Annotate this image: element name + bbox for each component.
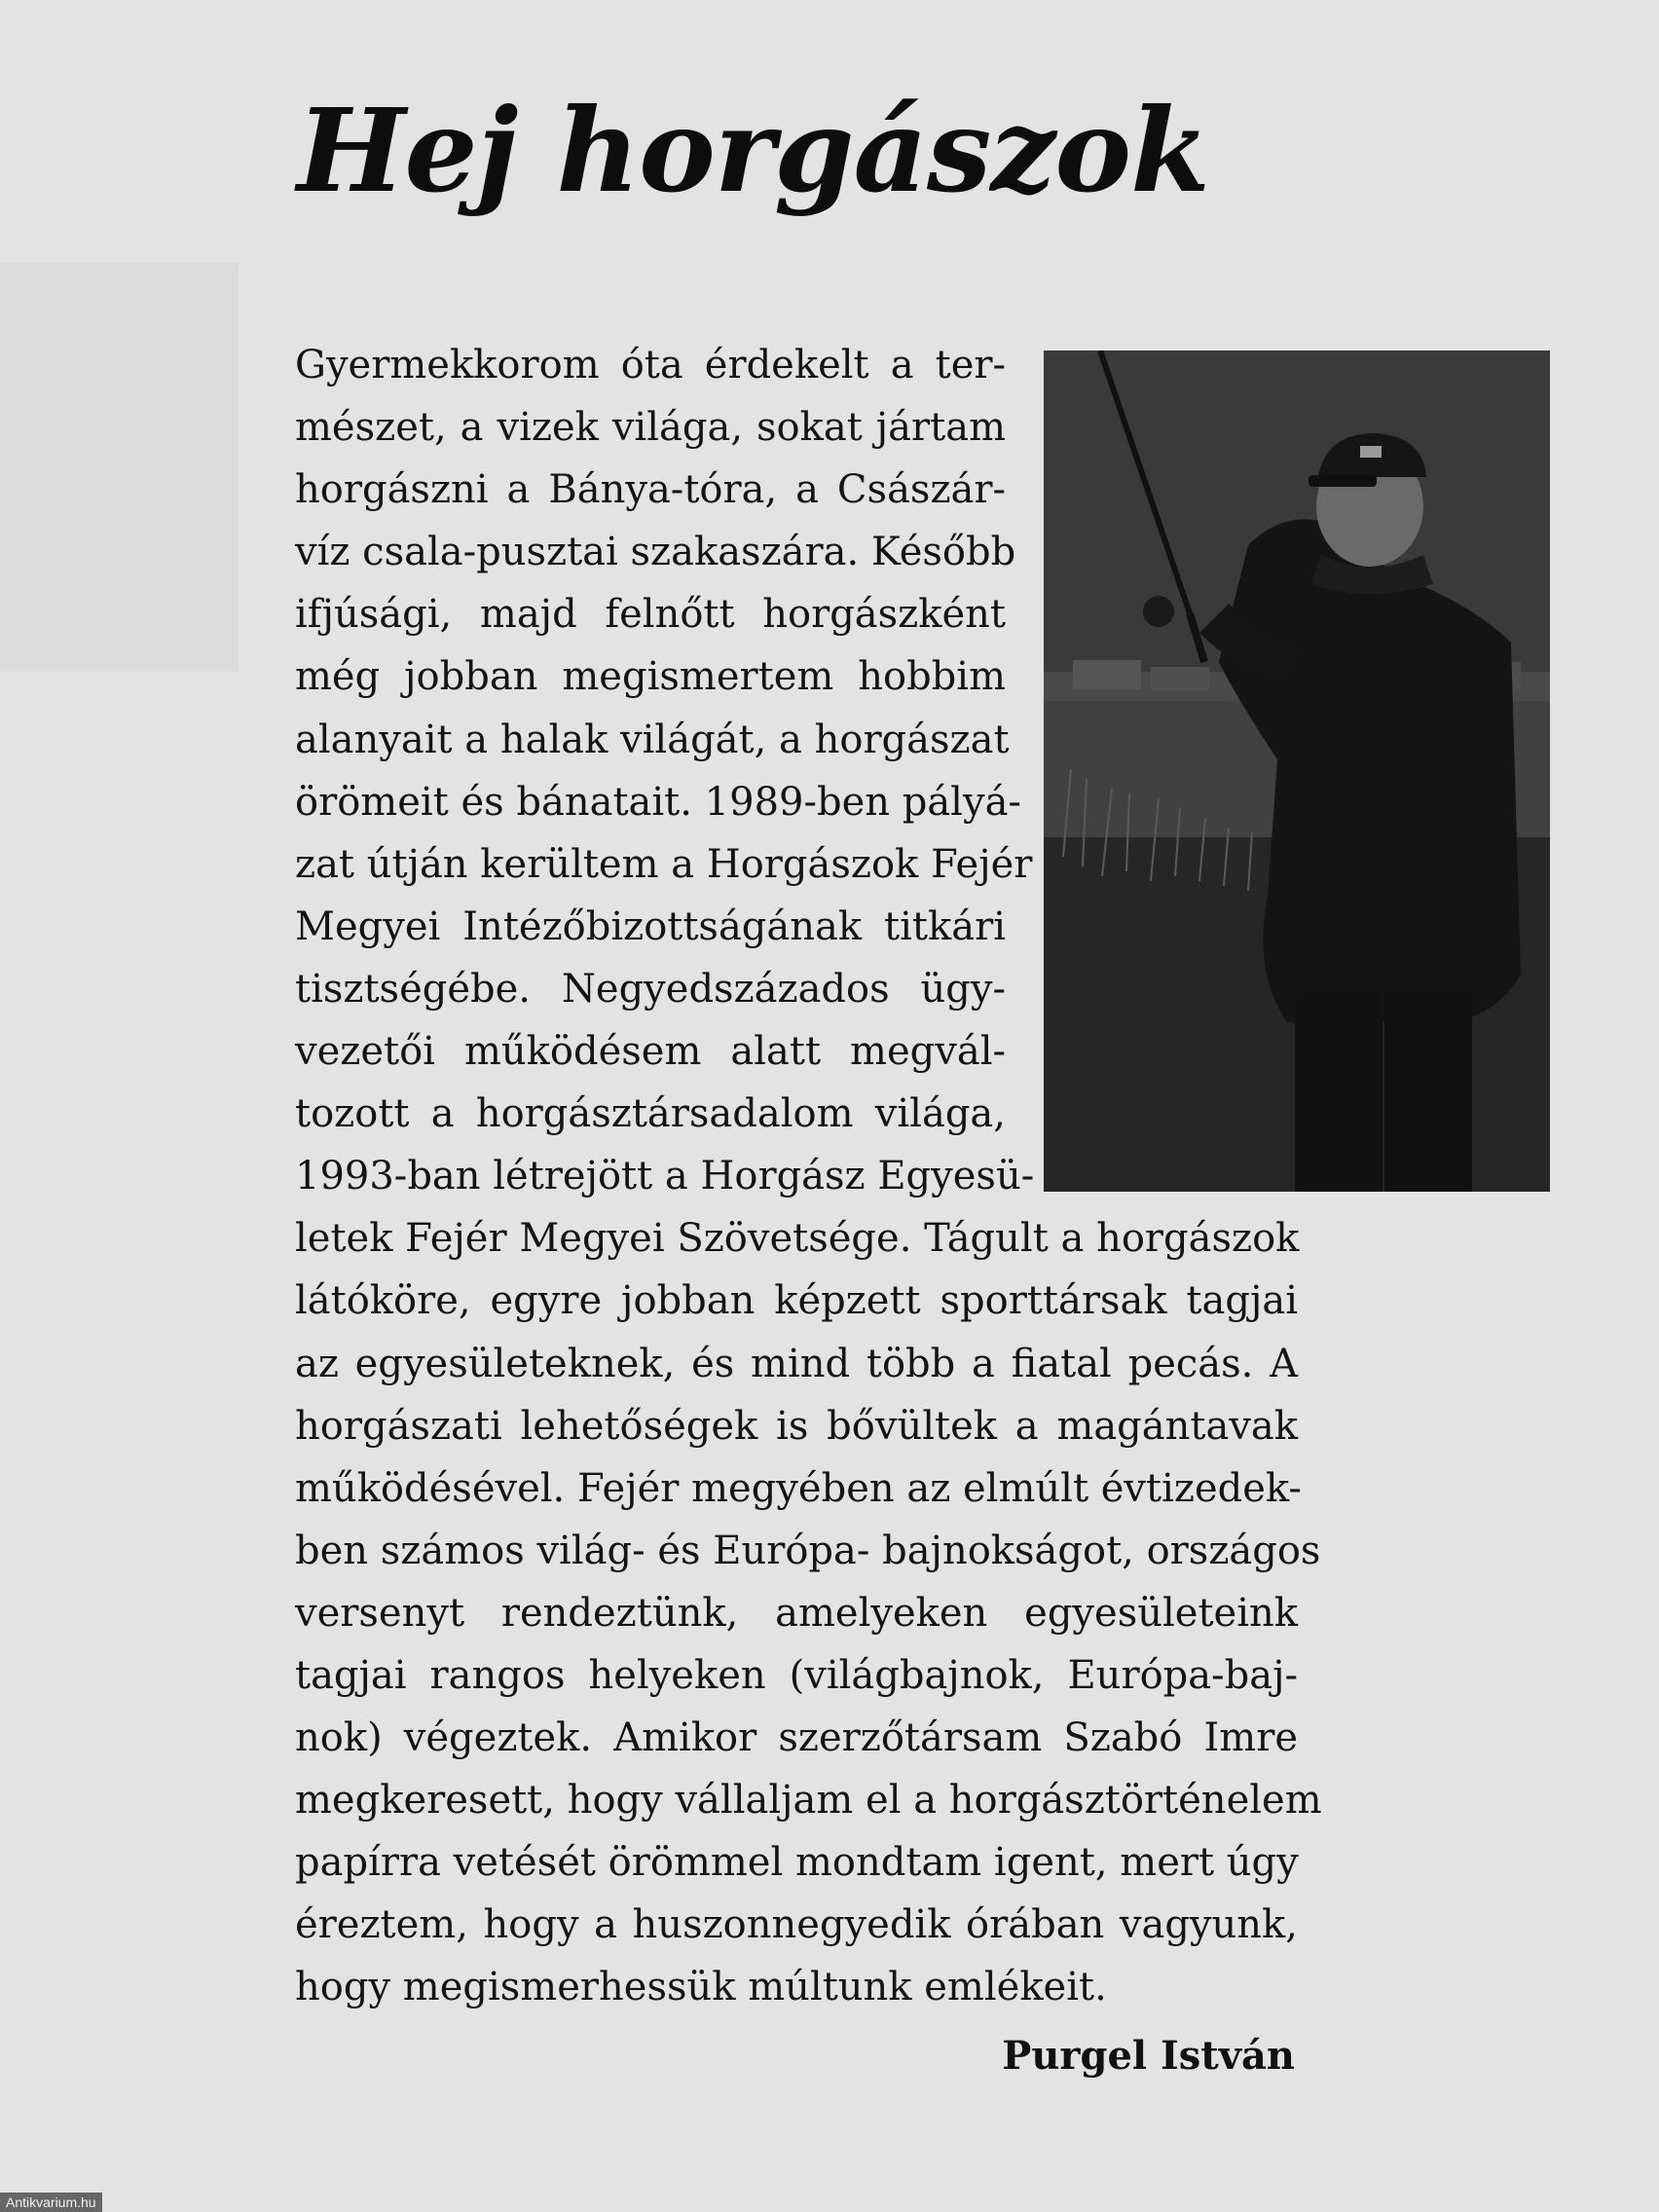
body-line: mészet, a vizek világa, sokat jártam — [295, 405, 1006, 451]
body-line: 1993-ban létrejött a Horgász Egyesü- — [295, 1154, 1035, 1199]
body-line: letek Fejér Megyei Szövetsége. Tágult a horgászok — [295, 1216, 1300, 1262]
body-line: működésével. Fejér megyében az elmúlt évtizedek- — [295, 1465, 1302, 1511]
body-line-last: hogy megismerhessük múltunk emlékeit. — [295, 1965, 1107, 2010]
body-line: alanyait a halak világát, a horgászat — [295, 717, 1010, 762]
body-line: tagjai rangos helyeken (világbajnok, Európa-baj- — [295, 1652, 1298, 1698]
body-line: éreztem, hogy a huszonnegyedik órában vagyunk, — [295, 1902, 1298, 1948]
body-line: megkeresett, hogy vállaljam el a horgásztörténelem — [295, 1778, 1322, 1824]
body-line: horgászni a Bánya-tóra, a Császár- — [295, 467, 1006, 513]
body-line: zat útján kerültem a Horgászok Fejér — [295, 841, 1033, 887]
article-title: Hej horgászok — [297, 83, 1209, 218]
body-line: tozott a horgásztársadalom világa, — [295, 1091, 1006, 1137]
body-line: tisztségébe. Negyedszázados ügy- — [295, 966, 1006, 1012]
body-line: papírra vetését örömmel mondtam igent, mert úgy — [295, 1840, 1299, 1886]
body-line: ben számos világ- és Európa- bajnokságot, országos — [295, 1528, 1321, 1573]
body-line: ifjúsági, majd felnőtt horgászként — [295, 592, 1006, 638]
body-line: látóköre, egyre jobban képzett sporttársak tagjai — [295, 1278, 1298, 1324]
author-signature: Purgel István — [1002, 2033, 1295, 2079]
body-line: Gyermekkorom óta érdekelt a ter- — [295, 343, 1006, 387]
body-line: nok) végeztek. Amikor szerzőtársam Szabó Imre — [295, 1715, 1298, 1761]
body-line: még jobban megismertem hobbim — [295, 654, 1006, 700]
page-shadow — [0, 263, 239, 672]
body-line: horgászati lehetőségek is bővültek a magántavak — [295, 1403, 1298, 1449]
body-line: az egyesületeknek, és mind több a fiatal pecás. A — [295, 1341, 1298, 1386]
body-line: víz csala-pusztai szakaszára. Később — [295, 530, 1016, 575]
body-line: vezetői működésem alatt megvál- — [295, 1029, 1006, 1075]
body-line: Megyei Intézőbizottságának titkári — [295, 903, 1006, 949]
body-line: örömeit és bánatait. 1989-ben pályá- — [295, 779, 1021, 825]
article-body — [295, 334, 1322, 2019]
body-line: versenyt rendeztünk, amelyeken egyesületeink — [295, 1590, 1298, 1636]
watermark: Antikvarium.hu — [0, 2193, 102, 2212]
